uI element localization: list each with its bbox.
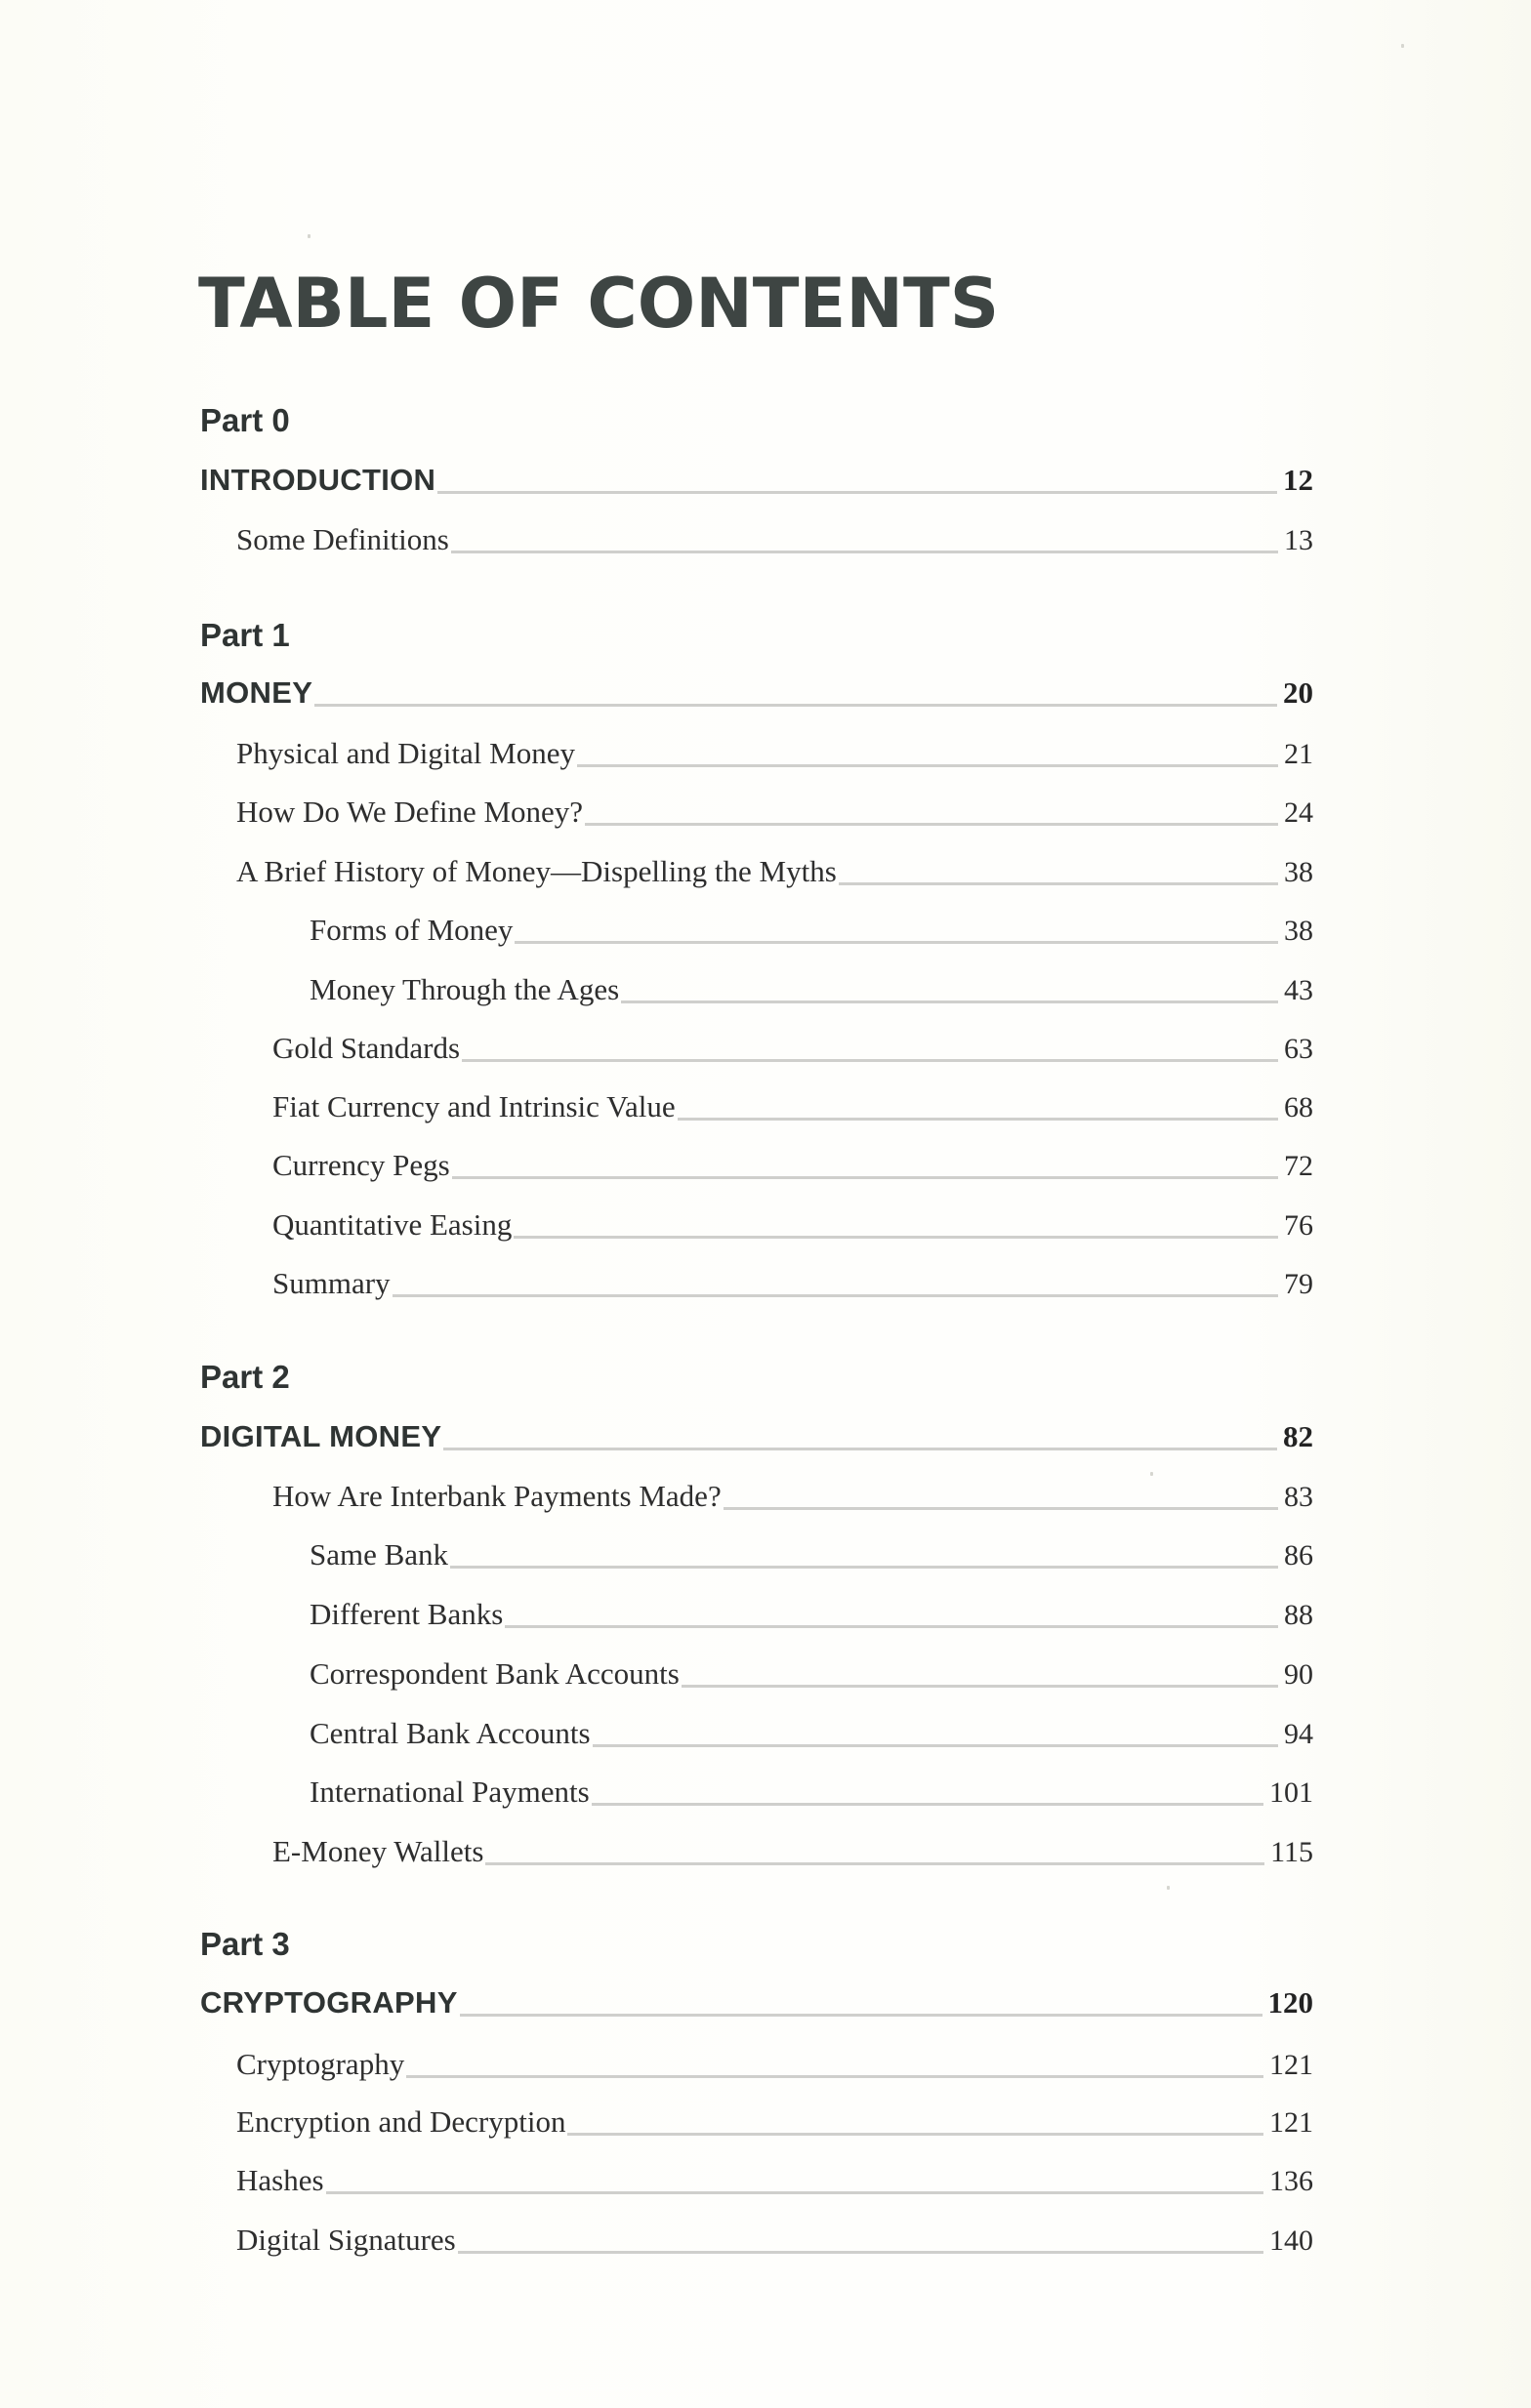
page-number: 20: [1283, 675, 1313, 710]
page-number: 83: [1284, 1481, 1313, 1513]
part-label-2: Part 2: [200, 1359, 290, 1395]
page-number: 24: [1284, 796, 1313, 829]
dot-leader: [592, 1803, 1263, 1806]
page-number: 121: [1269, 2106, 1313, 2139]
entry-title: Same Bank: [310, 1537, 449, 1571]
dot-leader: [443, 1448, 1277, 1450]
toc-entry[interactable]: [272, 1146, 1313, 1185]
dot-leader: [593, 1744, 1278, 1747]
toc-entry[interactable]: [236, 793, 1313, 832]
page-number: 115: [1270, 1836, 1313, 1868]
toc-entry[interactable]: [236, 2045, 1313, 2084]
entry-title: Hashes: [236, 2163, 324, 2197]
toc-entry[interactable]: [236, 2102, 1313, 2142]
toc-entry[interactable]: [272, 1832, 1313, 1871]
page-number: 94: [1284, 1718, 1313, 1750]
page-number: 120: [1267, 1985, 1313, 2020]
entry-title: Central Bank Accounts: [310, 1716, 591, 1750]
scan-speck: [308, 234, 310, 238]
part-label-3: Part 3: [200, 1926, 290, 1962]
dot-leader: [678, 1118, 1278, 1121]
toc-entry[interactable]: [236, 520, 1313, 559]
chapter-title: DIGITAL MONEY: [200, 1419, 442, 1453]
dot-leader: [567, 2133, 1263, 2136]
toc-entry[interactable]: [310, 911, 1313, 950]
toc-entry[interactable]: [272, 1087, 1313, 1126]
dot-leader: [485, 1862, 1264, 1865]
toc-entry[interactable]: [310, 1714, 1313, 1753]
toc-entry[interactable]: [310, 970, 1313, 1009]
entry-title: A Brief History of Money—Dispelling the Myths: [236, 854, 837, 888]
page-number: 76: [1284, 1209, 1313, 1242]
part-label-0: Part 0: [200, 402, 290, 438]
page-number: 38: [1284, 856, 1313, 888]
entry-title: Gold Standards: [272, 1031, 461, 1065]
toc-entry[interactable]: [236, 852, 1313, 891]
dot-leader: [452, 1176, 1278, 1179]
entry-title: Summary: [272, 1266, 391, 1300]
page-number: 43: [1284, 974, 1313, 1006]
scan-speck: [1150, 1472, 1153, 1476]
toc-chapter-cryptography[interactable]: [200, 1983, 1313, 2022]
page-number: 38: [1284, 915, 1313, 947]
page-number: 90: [1284, 1658, 1313, 1691]
page-number: 86: [1284, 1539, 1313, 1571]
entry-title: Some Definitions: [236, 522, 449, 556]
dot-leader: [724, 1507, 1278, 1510]
toc-entry[interactable]: [236, 2161, 1313, 2200]
page-number: 136: [1269, 2165, 1313, 2197]
entry-title: Currency Pegs: [272, 1148, 450, 1182]
page-title: TABLE OF CONTENTS: [198, 264, 1000, 344]
dot-leader: [451, 551, 1278, 553]
dot-leader: [326, 2191, 1263, 2194]
toc-entry[interactable]: [272, 1029, 1313, 1068]
entry-title: Cryptography: [236, 2047, 405, 2081]
toc-chapter-introduction[interactable]: [200, 461, 1313, 500]
dot-leader: [437, 491, 1277, 494]
scan-speck: [1401, 44, 1404, 48]
dot-leader: [515, 941, 1278, 944]
page-number: 72: [1284, 1150, 1313, 1182]
entry-title: Different Banks: [310, 1597, 504, 1631]
page-number: 101: [1269, 1776, 1313, 1809]
scan-speck: [1167, 1886, 1170, 1890]
dot-leader: [462, 1059, 1278, 1062]
page-number: 12: [1283, 463, 1313, 497]
dot-leader: [505, 1625, 1278, 1628]
page-number: 88: [1284, 1599, 1313, 1631]
entry-title: E-Money Wallets: [272, 1834, 484, 1868]
page-number: 13: [1284, 524, 1313, 556]
toc-entry[interactable]: [236, 734, 1313, 773]
chapter-title: CRYPTOGRAPHY: [200, 1985, 458, 2020]
dot-leader: [458, 2251, 1263, 2254]
toc-chapter-digital-money[interactable]: [200, 1417, 1313, 1456]
dot-leader: [839, 882, 1278, 885]
dot-leader: [393, 1294, 1278, 1297]
dot-leader: [314, 704, 1277, 707]
dot-leader: [514, 1236, 1278, 1239]
page-number: 63: [1284, 1033, 1313, 1065]
page-number: 79: [1284, 1268, 1313, 1300]
dot-leader: [577, 764, 1278, 767]
page-number: 82: [1283, 1419, 1313, 1453]
entry-title: Physical and Digital Money: [236, 736, 575, 770]
dot-leader: [585, 823, 1278, 826]
dot-leader: [682, 1685, 1278, 1688]
toc-entry[interactable]: [310, 1654, 1313, 1694]
toc-entry[interactable]: [272, 1477, 1313, 1516]
entry-title: Money Through the Ages: [310, 972, 620, 1006]
dot-leader: [450, 1566, 1278, 1569]
toc-entry[interactable]: [310, 1773, 1313, 1812]
entry-title: Fiat Currency and Intrinsic Value: [272, 1089, 676, 1123]
page-number: 140: [1269, 2224, 1313, 2257]
toc-entry[interactable]: [310, 1535, 1313, 1574]
toc-entry[interactable]: [310, 1595, 1313, 1634]
entry-title: How Are Interbank Payments Made?: [272, 1479, 722, 1513]
entry-title: Correspondent Bank Accounts: [310, 1656, 680, 1691]
page-number: 21: [1284, 738, 1313, 770]
entry-title: Quantitative Easing: [272, 1207, 513, 1242]
dot-leader: [621, 1000, 1278, 1003]
entry-title: How Do We Define Money?: [236, 795, 584, 829]
entry-title: Forms of Money: [310, 913, 514, 947]
toc-entry[interactable]: [272, 1264, 1313, 1303]
toc-entry[interactable]: [236, 2221, 1313, 2260]
part-label-1: Part 1: [200, 617, 290, 653]
page-number: 68: [1284, 1091, 1313, 1123]
page-number: 121: [1269, 2049, 1313, 2081]
chapter-title: MONEY: [200, 675, 313, 710]
entry-title: Digital Signatures: [236, 2223, 456, 2257]
dot-leader: [460, 2014, 1262, 2017]
entry-title: International Payments: [310, 1775, 590, 1809]
toc-chapter-money[interactable]: [200, 673, 1313, 713]
toc-entry[interactable]: [272, 1205, 1313, 1245]
dot-leader: [406, 2075, 1263, 2078]
chapter-title: INTRODUCTION: [200, 463, 436, 497]
entry-title: Encryption and Decryption: [236, 2104, 566, 2139]
